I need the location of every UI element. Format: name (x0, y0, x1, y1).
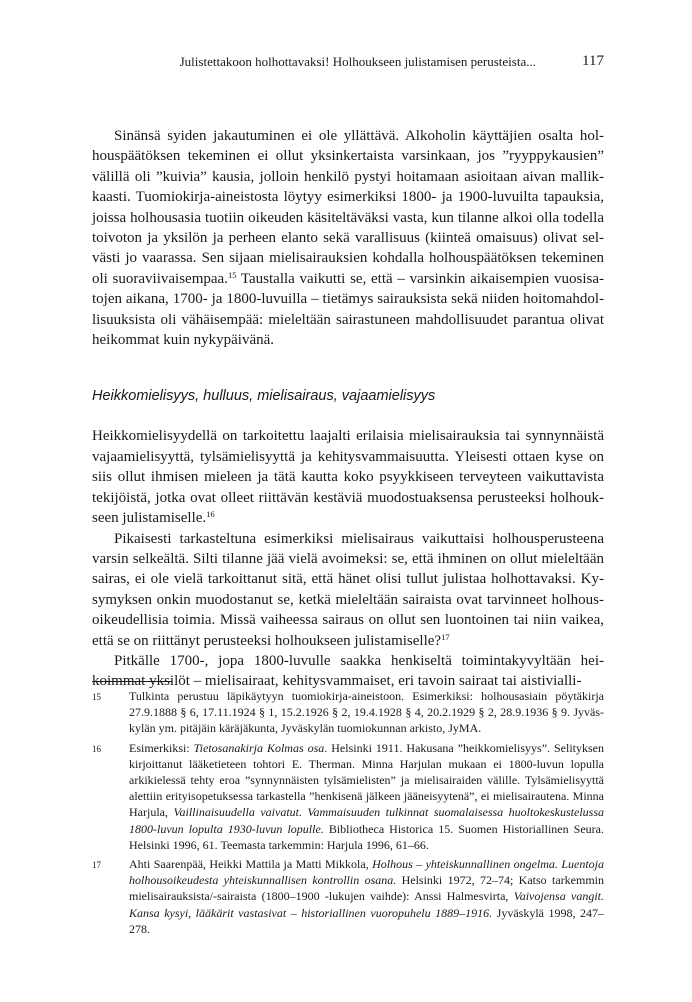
footnote-15 (92, 688, 604, 737)
paragraph-1-text-a: Sinänsä syiden jakautuminen ei ole yllättävä. Alkoholin käyttäjien osalta holhouspäätöksen tekeminen ei ollut yksinkertaista varsinkaan, jos ”ryyppykausien” välillä oli ”kuivia” kausia, jolloin henkilö pystyi hoitamaan asioitaan aivan mallikkaasti. Tuomiokirja-aineistosta löytyy esimerkiksi 1800- ja 1900-luvuilta tapauksia, joissa holhousasia tuotiin oikeuden käsiteltäväksi vasta, kun tilanne alkoi olla todella toivoton ja yksilön ja perheen elanto sekä varallisuus (kiinteä omaisuus) olivat selvästi jo vaarassa. Sen sijaan mielisairauksien kohdalla holhouspäätöksen tekeminen oli suoraviivaisempaa. (92, 128, 604, 287)
paragraph-2 (92, 426, 604, 528)
paragraph-4 (92, 651, 604, 692)
paragraph-4-text: Pitkälle 1700-, jopa 1800-luvulle saakka henkiseltä toimintakyvyltään heikoimmat yksilöt – mielisairaat, kehitysvammaiset, eri tavoin sairaat tai aistivialli- (92, 652, 604, 690)
section-heading: Heikkomielisyys, hulluus, mielisairaus, vajaamielisyys (92, 388, 436, 405)
footnote-17 (92, 856, 604, 937)
running-title: Julistettakoon holhottavaksi! Holhoukseen julistamisen perusteista... (179, 54, 536, 69)
footnote-text: Helsinki 1972, 72–74; Katso tarkemmin mielisairauksista/-sairaista (1800–1900 -lukujen vaihde): Anssi Halmesvirta, (129, 873, 604, 904)
paragraph-1 (92, 126, 604, 350)
footnote-number: 17 (92, 860, 101, 871)
page-number: 117 (582, 53, 604, 69)
footnote-16 (92, 740, 604, 853)
footnote-divider (92, 681, 172, 682)
footnotes (92, 688, 604, 940)
footnote-ref-15: 15 (227, 269, 237, 280)
paragraph-2-text: Heikkomielisyydellä on tarkoitettu laajalti erilaisia mielisairauksia tai synnynnäistä vajaamielisyyttä, tylsämielisyyttä ja kehitysvammaisuutta. Yleisesti ottaen kyse on siis ollut ihmisen mieleen ja tätä kautta koko psyykkiseen terveyteen vaikuttavista tekijöistä, jotka ovat olleet riittävän kestäviä muodostuaksensa perusteeksi holhoukseen julistamiselle. (92, 428, 604, 527)
footnote-text: Jyväskylä 1998, 247–278. (129, 905, 605, 936)
footnote-text: Esimerkiksi: (129, 740, 194, 755)
footnote-text: Bibliotheca Historica 15. Suomen Historiallinen Seura. Helsinki 1996, 61. Teemasta tarkemmin: Harjula 1996, 61–66. (129, 821, 604, 852)
footnote-number: 15 (92, 692, 101, 702)
footnote-title-italic: Tietosanakirja Kolmas osa (193, 740, 325, 755)
body-text (92, 126, 604, 692)
paragraph-3 (92, 529, 604, 651)
footnote-title-italic: Vaillinaisuudella vaivatut. Vammaisuuden tulkinnat suomalaisessa huoltokeskustelussa 1800-luvun lopulta 1930-luvun lopulle. (129, 805, 604, 836)
footnote-ref-17: 17 (441, 631, 450, 642)
paragraph-1-text-b: Taustalla vaikutti se, että – varsinkin aikaisempien vuosisatojen aikana, 1700- ja 1800-luvuilla – tietämys sairauksista sekä niiden hoitomahdollisuuksista oli vähäisempää: mieleltään sairastuneen mahdollisuudet parantua olivat heikommat kuin nykypäivänä. (92, 270, 605, 349)
footnote-number: 16 (92, 743, 101, 754)
footnote-ref-16: 16 (206, 509, 215, 520)
footnote-title-italic: Holhous – yhteiskunnallinen ongelma. Luentoja holhousoikeudesta yhteiskunnallisen kontrollin osana. (129, 857, 605, 888)
footnote-text: Ahti Saarenpää, Heikki Mattila ja Matti Mikkola, (129, 857, 373, 872)
paragraph-3-text: Pikaisesti tarkasteltuna esimerkiksi mielisairaus vaikuttaisi holhousperusteena varsin selkeältä. Silti tilanne jää vielä avoimeksi: se, että ihminen on ollut mieleltään sairas, ei ole vielä tarkoittanut sitä, että hänet olisi tullut julistaa holhottavaksi. Kysymyksen onkin muodostanut se, ketkä mieleltään sairaista ovat tarvinneet holhousoikeudellisia toimia. Missä vaiheessa sairaus on ollut sen luontoinen tai niin vaikea, että se on riittänyt perusteeksi holhoukseen julistamiselle? (92, 530, 604, 649)
footnote-text: . Helsinki 1911. Hakusana ”heikkomielisyys”. Selityksen kirjoittanut lääketieteen tohtori E. Therman. Minna Harjulan mukaan ei 1800-luvun lopulla arkikielessä tehty eroa ”synnynnäisten tylsämielisten” ja mielisairaiden välille. Tylsämielisyyttä alettiin erityisopetuksessa tarkastella ”henkisenä jälkeen jääneisyytenä”, ei mielisairautena. Minna Harjula, (129, 740, 604, 820)
footnote-text: Tulkinta perustuu läpikäytyyn tuomiokirja-aineistoon. Esimerkiksi: holhousasiain pöytäkirja 27.9.1888 § 6, 17.11.1924 § 1, 15.2.1926 § 2, 19.4.1928 § 4, 20.2.1929 § 2, 28.9.1936 § 9. Jyväskylän ym. pitäjäin käräjäkunta, Jyväskylän tuomiokunnan arkisto, JyMA. (129, 689, 604, 736)
footnote-title-italic: Vaivojensa vangit. Kansa kysyi, lääkärit vastasivat – historiallinen vuoropuhelu 1889–1916. (129, 889, 605, 920)
